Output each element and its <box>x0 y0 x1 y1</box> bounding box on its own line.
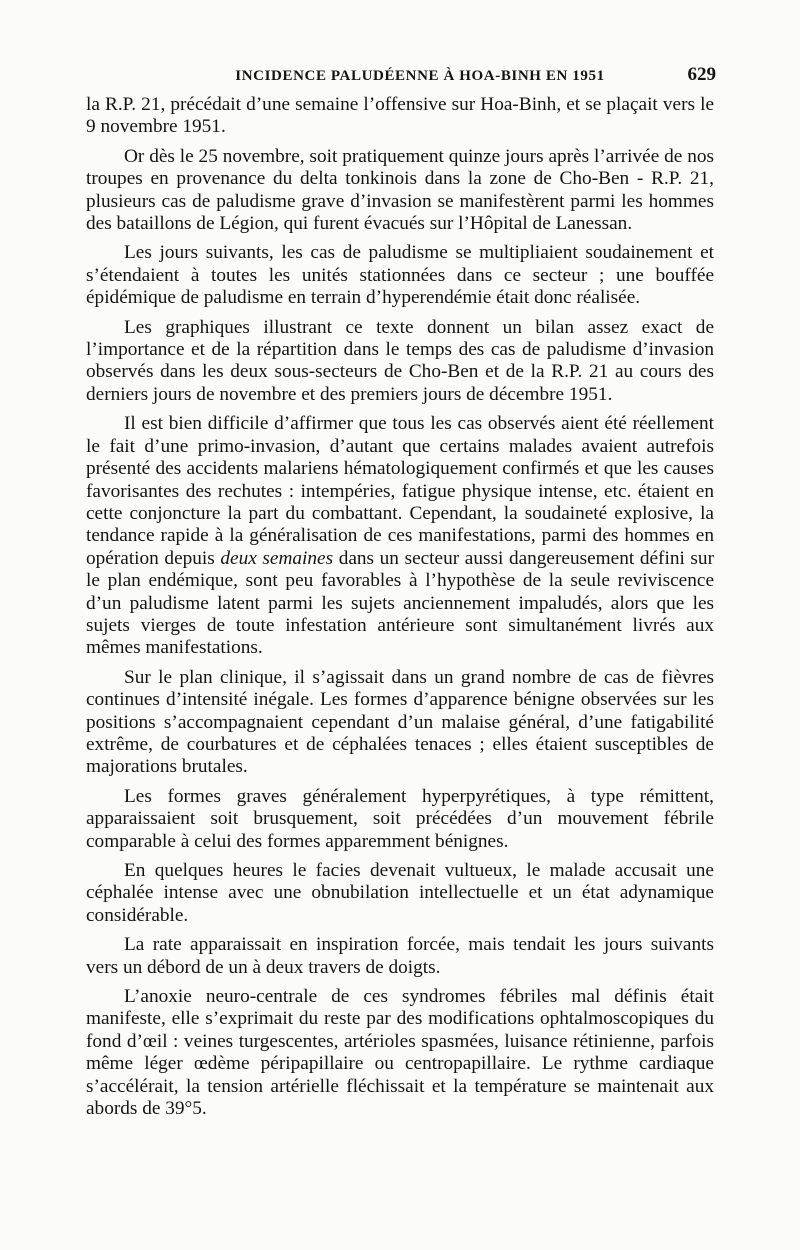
paragraph-5-text-before: Il est bien difficile d’affirmer que tous les cas observés aient été réellement le fait d’une primo-invasion, d’autant que certains malades avaient autrefois présenté des accidents malariens hématologiquement confirmés et que les causes favorisantes des rechutes : intempéries, fatigue physique intense, etc. étaient en cette conjoncture la part du combattant. Cependant, la soudaineté explosive, la tendance rapide à la généralisation de ces manifestations, parmi des hommes en opération depuis <box>86 413 714 569</box>
paragraph-2: Or dès le 25 novembre, soit pratiquement quinze jours après l’arrivée de nos troupes en provenance du delta tonkinois dans la zone de Cho-Ben - R.P. 21, plusieurs cas de paludisme grave d’invasion se manifestèrent parmi les hommes des bataillons de Légion, qui furent évacués sur l’Hôpital de Lanessan. <box>86 145 714 235</box>
body-text <box>86 94 714 1120</box>
paragraph-5-text-after: dans un secteur aussi dangereusement défini sur le plan endémique, sont peu favorables à l’hypothèse de la seule reviviscence d’un paludisme latent parmi les sujets anciennement impaludés, alors que les sujets vierges de toute infestation antérieure sont simultanément livrés aux mêmes manifestations. <box>86 547 714 659</box>
running-header <box>86 62 714 92</box>
paragraph-4: Les graphiques illustrant ce texte donnent un bilan assez exact de l’importance et de la répartition dans le temps des cas de paludisme d’invasion observés dans les deux sous-secteurs de Cho-Ben et de la R.P. 21 au cours des derniers jours de novembre et des premiers jours de décembre 1951. <box>86 316 714 405</box>
paragraph-3: Les jours suivants, les cas de paludisme se multipliaient soudainement et s’étendaient à toutes les unités stationnées dans ce secteur ; une bouffée épidémique de paludisme en terrain d’hyperendémie était donc réalisée. <box>86 242 714 309</box>
paragraph-8: En quelques heures le facies devenait vultueux, le malade accusait une céphalée intense avec une obnubilation intellectuelle et un état adynamique considérable. <box>86 860 714 926</box>
paragraph-10: L’anoxie neuro-centrale de ces syndromes fébriles mal définis était manifeste, elle s’exprimait du reste par des modifications ophtalmoscopiques du fond d’œil : veines turgescentes, artérioles spasmées, luisance rétinienne, parfois même léger œdème péripapillaire ou centropapillaire. Le rythme cardiaque s’accélérait, la tension artérielle fléchissait et la température se maintenait aux abords de 39°5. <box>86 986 714 1120</box>
paragraph-6: Sur le plan clinique, il s’agissait dans un grand nombre de cas de fièvres continues d’intensité inégale. Les formes d’apparence bénigne observées sur les positions s’accompagnaient cependant d’un malaise général, d’une fatigabilité extrême, de courbatures et de céphalées tenaces ; elles étaient susceptibles de majorations brutales. <box>86 666 714 778</box>
paragraph-7: Les formes graves généralement hyperpyrétiques, à type rémittent, apparaissaient soit brusquement, soit précédées d’un mouvement fébrile comparable à celui des formes apparemment bénignes. <box>86 785 714 852</box>
paragraph-5 <box>86 413 714 659</box>
paragraph-1: la R.P. 21, précédait d’une semaine l’offensive sur Hoa-Binh, et se plaçait vers le 9 novembre 1951. <box>86 94 714 138</box>
paragraph-9: La rate apparaissait en inspiration forcée, mais tendait les jours suivants vers un débord de un à deux travers de doigts. <box>86 934 714 978</box>
paragraph-5-emphasis: deux semaines <box>220 547 334 569</box>
page-number: 629 <box>687 64 716 85</box>
running-title: INCIDENCE PALUDÉENNE À HOA-BINH EN 1951 <box>235 68 605 84</box>
